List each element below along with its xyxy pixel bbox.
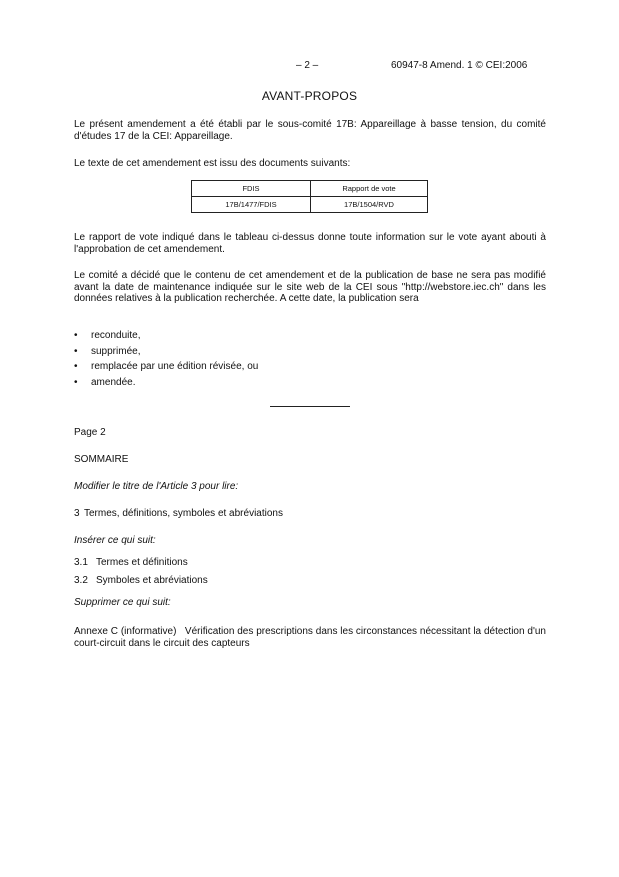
article-3-text: Termes, définitions, symboles et abréviations [84, 508, 283, 519]
list-item [74, 346, 546, 362]
header-page-number: – 2 – [296, 60, 319, 71]
page-reference-label: Page 2 [74, 427, 106, 438]
annexe-c-entry: Annexe C (informative) Vérification des prescriptions dans les circonstances nécessitant la détection d'un court-circuit dans le circuit des capteurs [74, 626, 549, 649]
header-reference: 60947-8 Amend. 1 © CEI:2006 [391, 60, 528, 71]
list-item-text: remplacée par une édition révisée, ou [91, 361, 259, 372]
item-3-2 [74, 575, 546, 587]
article-3-title [74, 508, 546, 520]
list-item-text: amendée. [91, 376, 136, 388]
page-title: AVANT-PROPOS [261, 89, 358, 103]
vote-table-cell-fdis: 17B/1477/FDIS [192, 197, 311, 213]
item-3-1 [74, 557, 546, 569]
bullet-marker: • [74, 345, 78, 357]
paragraph-documents-intro: Le texte de cet amendement est issu des documents suivants: [74, 158, 351, 169]
item-3-1-number: 3.1 [74, 557, 88, 568]
instruction-inserer: Insérer ce qui suit: [74, 535, 156, 546]
bullet-marker: • [74, 330, 78, 341]
list-item [74, 377, 546, 393]
vote-table-header-row [192, 181, 428, 197]
vote-table [191, 180, 428, 213]
bullet-marker: • [74, 361, 78, 372]
list-item [74, 330, 546, 346]
vote-table-header-rapport: Rapport de vote [311, 181, 428, 197]
item-3-2-text: Symboles et abréviations [96, 575, 208, 586]
vote-table-row [192, 197, 428, 213]
paragraph-maintenance: Le comité a décidé que le contenu de cet amendement et de la publication de base ne sera pas modifié avant la date de maintenance indiquée sur le site web de la CEI sous "http://webstore.iec.ch" dans les données relatives à la publication recherchée. A cette date, la publication sera [74, 270, 546, 305]
separator-line [270, 406, 350, 407]
item-3-2-number: 3.2 [74, 575, 88, 586]
article-3-number: 3 [74, 508, 80, 519]
vote-table-cell-rvd: 17B/1504/RVD [311, 197, 428, 213]
bullet-list [74, 330, 546, 392]
paragraph-vote-report: Le rapport de vote indiqué dans le tableau ci-dessus donne toute information sur le vote ayant abouti à l'approbation de cet amendement. [74, 232, 546, 255]
list-item-text: supprimée, [91, 345, 141, 357]
instruction-modifier: Modifier le titre de l'Article 3 pour lire: [74, 481, 239, 492]
list-item-text: reconduite, [91, 330, 141, 341]
vote-table-header-fdis: FDIS [192, 181, 311, 197]
bullet-marker: • [74, 376, 78, 388]
item-3-1-text: Termes et définitions [96, 557, 188, 568]
instruction-supprimer: Supprimer ce qui suit: [74, 597, 171, 608]
sommaire-heading: SOMMAIRE [74, 454, 129, 465]
list-item [74, 361, 546, 377]
paragraph-committee: Le présent amendement a été établi par le sous-comité 17B: Appareillage à basse tension, du comité d'études 17 de la CEI: Appareillage. [74, 119, 546, 142]
